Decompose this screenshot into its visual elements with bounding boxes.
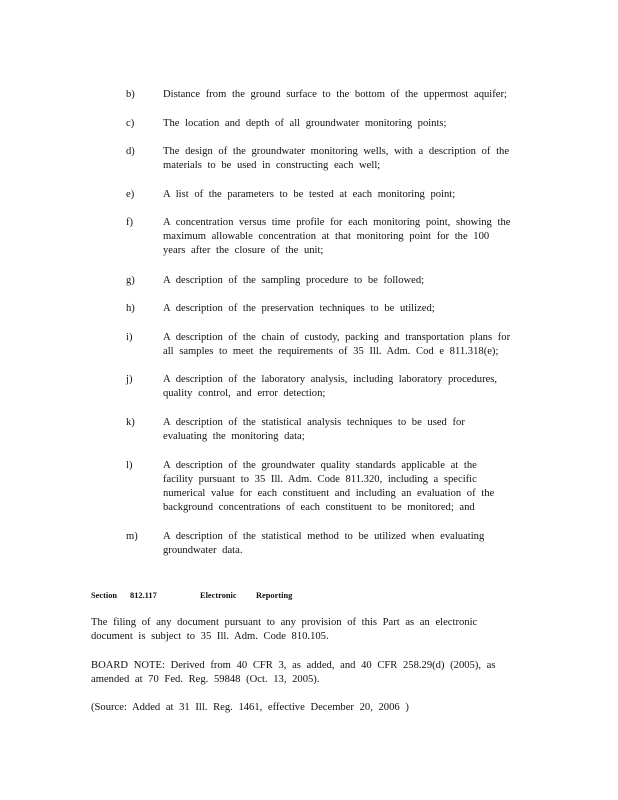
item-text: [163, 373, 525, 401]
item-line: A description of the statistical analysis techniques to be used for: [163, 417, 465, 428]
section-title-2: Reporting: [256, 591, 293, 600]
item-line: A concentration versus time profile for each monitoring point, showing the: [163, 217, 511, 228]
source-note: [91, 701, 531, 715]
item-line: A description of the sampling procedure to be followed;: [163, 275, 425, 286]
item-text: [163, 530, 525, 558]
filing-paragraph: [91, 616, 531, 644]
item-letter: l): [126, 460, 133, 471]
item-line: background concentrations of each constituent to be monitored; and: [163, 502, 475, 513]
item-letter: b): [126, 89, 135, 100]
item-line: The design of the groundwater monitoring wells, with a description of the: [163, 146, 510, 157]
item-line: A description of the preservation techniques to be utilized;: [163, 303, 435, 314]
section-label: Section: [91, 591, 118, 600]
item-line: evaluating the monitoring data;: [163, 431, 305, 442]
item-letter: j): [126, 374, 133, 385]
item-line: maximum allowable concentration at that monitoring point for the 100: [163, 231, 490, 242]
section-number: 812.117: [130, 591, 157, 600]
item-letter: i): [126, 332, 133, 343]
item-letter: f): [126, 217, 134, 228]
paragraph-line: BOARD NOTE: Derived from 40 CFR 3, as added, and 40 CFR 258.29(d) (2005), as: [91, 660, 496, 671]
section-title: Electronic: [200, 591, 237, 600]
item-text: [163, 459, 525, 515]
item-line: quality control, and error detection;: [163, 388, 326, 399]
item-line: numerical value for each constituent and including an evaluation of the: [163, 488, 495, 499]
item-letter: k): [126, 417, 135, 428]
item-line: groundwater data.: [163, 545, 243, 556]
item-line: materials to be used in constructing each well;: [163, 160, 381, 171]
paragraph-line: The filing of any document pursuant to any provision of this Part as an electronic: [91, 617, 478, 628]
paragraph-line: document is subject to 35 Ill. Adm. Code 810.105.: [91, 631, 329, 642]
item-text: [163, 88, 525, 102]
paragraph-line: (Source: Added at 31 Ill. Reg. 1461, effective December 20, 2006 ): [91, 702, 409, 713]
item-letter: g): [126, 275, 135, 286]
item-line: A list of the parameters to be tested at each monitoring point;: [163, 189, 456, 200]
item-text: [163, 416, 525, 444]
item-line: facility pursuant to 35 Ill. Adm. Code 811.320, including a specific: [163, 474, 477, 485]
item-text: [163, 117, 525, 131]
item-line: all samples to meet the requirements of 35 Ill. Adm. Cod e 811.318(e);: [163, 346, 499, 357]
item-letter: e): [126, 189, 135, 200]
item-line: Distance from the ground surface to the bottom of the uppermost aquifer;: [163, 89, 507, 100]
item-letter: d): [126, 146, 135, 157]
item-text: [163, 216, 525, 258]
item-text: [163, 145, 525, 173]
item-line: A description of the groundwater quality standards applicable at the: [163, 460, 477, 471]
item-line: years after the closure of the unit;: [163, 245, 324, 256]
item-letter: h): [126, 303, 135, 314]
item-line: The location and depth of all groundwater monitoring points;: [163, 118, 447, 129]
item-text: [163, 274, 525, 288]
item-letter: c): [126, 118, 135, 129]
item-line: A description of the laboratory analysis, including laboratory procedures,: [163, 374, 498, 385]
board-note: [91, 659, 531, 687]
item-letter: m): [126, 531, 138, 542]
item-text: [163, 331, 525, 359]
item-line: A description of the statistical method to be utilized when evaluating: [163, 531, 485, 542]
paragraph-line: amended at 70 Fed. Reg. 59848 (Oct. 13, 2005).: [91, 674, 320, 685]
item-text: [163, 302, 525, 316]
item-text: [163, 188, 525, 202]
item-line: A description of the chain of custody, packing and transportation plans for: [163, 332, 511, 343]
